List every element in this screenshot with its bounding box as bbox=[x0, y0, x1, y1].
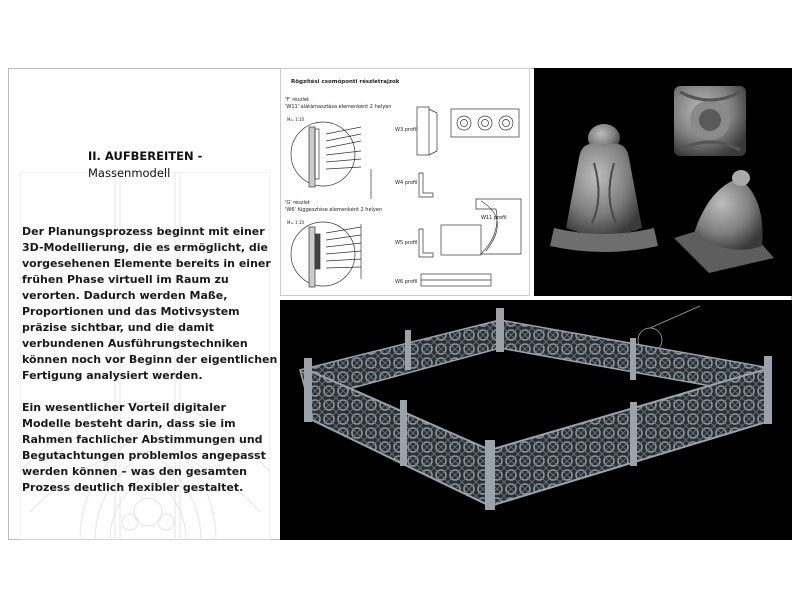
profile-w4-drawing bbox=[419, 173, 433, 197]
detail-g-drawing bbox=[291, 222, 361, 287]
fence-segment-front-left bbox=[308, 370, 490, 506]
heading-subtitle: Massenmodell bbox=[88, 166, 171, 180]
drawing-title: Rögzítési csomóponti részletrajzok bbox=[291, 79, 400, 85]
ornament-3d-render bbox=[534, 68, 792, 296]
profile-w4-label: W4 profil bbox=[395, 180, 418, 186]
body-paragraph-1: Der Planungsprozess beginnt mit einer 3D-Modellierung, die es ermöglicht, die vorgesehenen Elemente bereits in einer frühen Phase virtuell im Raum zu verorten. Dadurch werden Maße, Proportionen und das Motivsystem präzise sichtbar, und die damit verbundenen Ausführungstechniken können noch vor Beginn der eigentlichen Fertigung analysiert werden. bbox=[22, 225, 278, 382]
bell-ornament-front bbox=[550, 124, 658, 252]
body-paragraph-2: Ein wesentlicher Vorteil digitaler Modelle besteht darin, dass sie im Rahmen fachlicher Abstimmungen und Begutachtungen problemlos angepasst werden können – was den gesamten Prozess deutlich flexibler gestaltet. bbox=[22, 401, 266, 494]
ornament-render-image bbox=[534, 68, 792, 296]
technical-drawing bbox=[281, 69, 529, 295]
detail-f-label: 'F' részlet bbox=[285, 97, 309, 103]
profile-w6-drawing bbox=[421, 274, 491, 286]
profile-w3-drawing bbox=[417, 107, 519, 155]
profile-w6-label: W6 profil bbox=[395, 279, 418, 285]
bell-ornament-angled bbox=[674, 170, 774, 273]
technical-drawing-panel bbox=[280, 68, 530, 296]
detail-g-description: 'W6' függesztése elemenként 2 helyen bbox=[285, 207, 383, 213]
section-heading bbox=[88, 148, 202, 182]
fence-render-image bbox=[280, 300, 792, 540]
square-ornament bbox=[674, 86, 746, 156]
scale-label-1: M= 1:10 bbox=[287, 117, 305, 122]
profile-w5-label: W5 profil bbox=[395, 240, 418, 246]
profile-w5-drawing bbox=[419, 225, 481, 257]
detail-g-label: 'G' részlet bbox=[285, 200, 310, 206]
detail-f-description: 'W11' alátámasztása elemenként 2 helyen bbox=[285, 104, 392, 110]
scale-label-2: M= 1:10 bbox=[287, 220, 305, 225]
profile-w11-label: W11 profil bbox=[481, 215, 507, 221]
fence-3d-render bbox=[280, 300, 792, 540]
profile-w3-label: W3 profil bbox=[395, 127, 418, 133]
profile-w11-drawing bbox=[476, 199, 521, 254]
body-text bbox=[22, 224, 278, 512]
detail-f-drawing bbox=[291, 122, 371, 199]
heading-title: II. AUFBEREITEN - bbox=[88, 149, 203, 163]
